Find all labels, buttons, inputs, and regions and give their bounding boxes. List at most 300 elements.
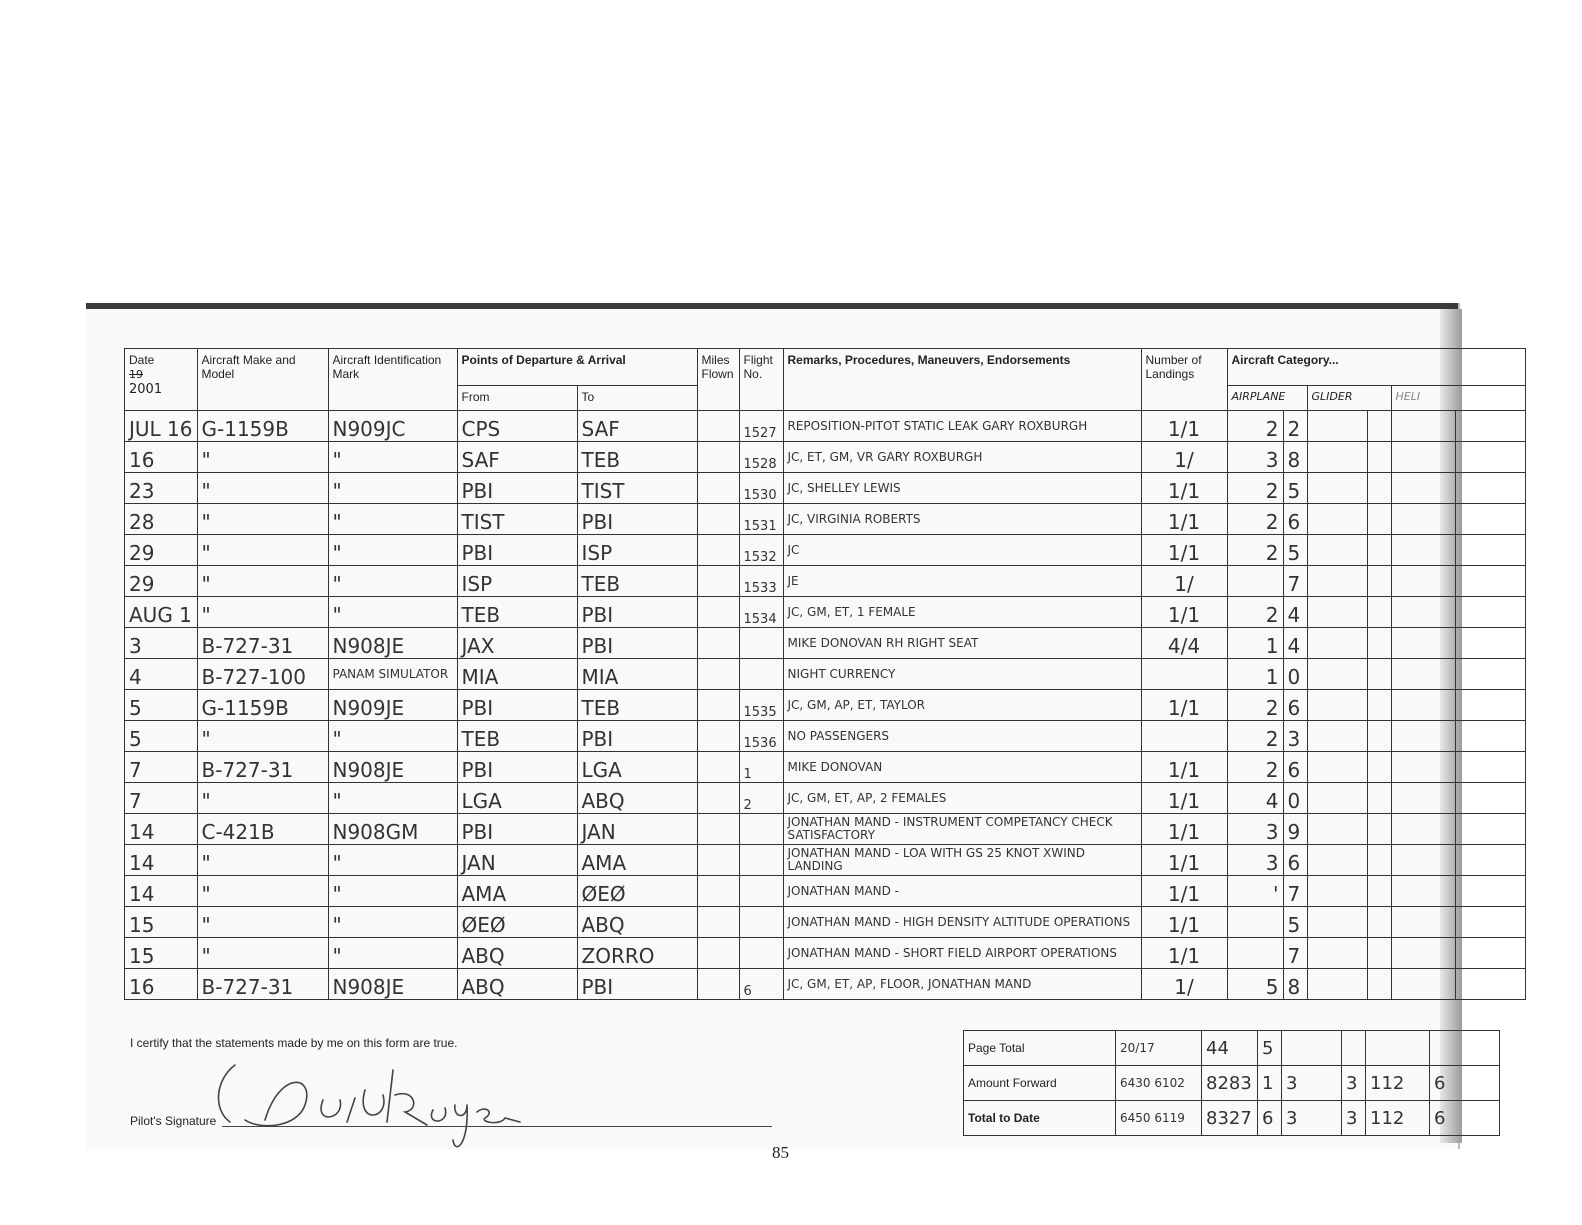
cell-date: 14 [125, 814, 198, 845]
cell-category-empty [1367, 442, 1391, 473]
log-row [125, 969, 1526, 1000]
cell-tenths: 5 [1283, 907, 1307, 938]
totals-landings: 6450 6119 [1116, 1101, 1202, 1136]
cell-ident: " [328, 938, 457, 969]
cell-miles [697, 690, 739, 721]
cell-category-empty [1367, 566, 1391, 597]
cell-category-empty [1391, 876, 1455, 907]
cell-landings: 4/4 [1141, 628, 1227, 659]
totals-c1a [1282, 1031, 1342, 1066]
cell-category-empty [1367, 876, 1391, 907]
cell-category-empty [1307, 969, 1367, 1000]
cell-category-empty [1307, 721, 1367, 752]
cell-from: SAF [457, 442, 577, 473]
date-header-label: Date [129, 353, 155, 367]
cell-landings: 1/ [1141, 969, 1227, 1000]
cell-flight: 1535 [739, 690, 783, 721]
cell-category-empty [1307, 690, 1367, 721]
cell-to: SAF [577, 411, 697, 442]
cell-to: ABQ [577, 783, 697, 814]
cell-ident: " [328, 876, 457, 907]
cell-category-empty [1307, 876, 1367, 907]
cell-flight: 1530 [739, 473, 783, 504]
cell-tenths: 2 [1283, 411, 1307, 442]
cell-hrs: 2 [1227, 597, 1283, 628]
cell-hrs: 2 [1227, 504, 1283, 535]
col-remarks [783, 349, 1141, 411]
cell-hrs: 2 [1227, 473, 1283, 504]
log-row [125, 845, 1526, 876]
cell-flight: 2 [739, 783, 783, 814]
cell-category-empty [1391, 411, 1455, 442]
cell-hrs: 3 [1227, 814, 1283, 845]
cell-category-empty [1455, 535, 1525, 566]
cell-landings: 1/1 [1141, 845, 1227, 876]
col-flight [739, 349, 783, 411]
cell-tenths: 7 [1283, 566, 1307, 597]
cell-ident: " [328, 597, 457, 628]
cell-remarks: NO PASSENGERS [783, 721, 1141, 752]
cell-miles [697, 504, 739, 535]
signature-label: Pilot's Signature [130, 1114, 217, 1128]
cell-category-empty [1455, 628, 1525, 659]
cell-from: TEB [457, 597, 577, 628]
col-from [457, 386, 577, 411]
cell-category-empty [1391, 597, 1455, 628]
cell-ident: " [328, 504, 457, 535]
cell-landings: 1/1 [1141, 783, 1227, 814]
cell-date: 29 [125, 535, 198, 566]
log-row [125, 876, 1526, 907]
cell-category-empty [1307, 659, 1367, 690]
col-points [457, 349, 697, 386]
cell-flight [739, 845, 783, 876]
cell-date: 7 [125, 783, 198, 814]
cell-remarks: JE [783, 566, 1141, 597]
cell-category-empty [1367, 628, 1391, 659]
log-row [125, 938, 1526, 969]
cell-remarks: JC, VIRGINIA ROBERTS [783, 504, 1141, 535]
log-row [125, 566, 1526, 597]
totals-label: Page Total [964, 1031, 1116, 1066]
cell-flight [739, 628, 783, 659]
totals-row-total-to-date [964, 1101, 1500, 1136]
cell-category-empty [1307, 783, 1367, 814]
cell-category-empty [1307, 442, 1367, 473]
cell-landings: 1/1 [1141, 504, 1227, 535]
cell-to: TIST [577, 473, 697, 504]
log-row [125, 783, 1526, 814]
totals-c3: 6 [1430, 1066, 1500, 1101]
cell-to: PBI [577, 597, 697, 628]
cell-remarks: JC, GM, ET, AP, FLOOR, JONATHAN MAND [783, 969, 1141, 1000]
cell-miles [697, 473, 739, 504]
cell-from: MIA [457, 659, 577, 690]
totals-landings: 6430 6102 [1116, 1066, 1202, 1101]
cell-category-empty [1391, 442, 1455, 473]
cell-to: PBI [577, 721, 697, 752]
cell-category-empty [1455, 597, 1525, 628]
cell-hrs: 5 [1227, 969, 1283, 1000]
cell-category-empty [1307, 628, 1367, 659]
cell-category-empty [1391, 783, 1455, 814]
year-old: 19 [129, 368, 143, 381]
cell-date: 14 [125, 845, 198, 876]
cell-miles [697, 845, 739, 876]
totals-c1a: 3 [1282, 1101, 1342, 1136]
cell-from: TIST [457, 504, 577, 535]
cell-miles [697, 566, 739, 597]
cell-category-empty [1455, 814, 1525, 845]
cell-flight: 1536 [739, 721, 783, 752]
log-row [125, 907, 1526, 938]
points-header: Points of Departure & Arrival [461, 353, 626, 367]
make-model-header: Aircraft Make and Model [201, 353, 296, 381]
cell-hrs: ' [1227, 876, 1283, 907]
cell-category-empty [1367, 473, 1391, 504]
cat-airplane-label: AIRPLANE [1231, 390, 1286, 403]
totals-c1b: 3 [1342, 1101, 1366, 1136]
log-row [125, 628, 1526, 659]
log-row [125, 690, 1526, 721]
cell-model: B-727-31 [197, 752, 328, 783]
cell-miles [697, 783, 739, 814]
cell-category-empty [1455, 907, 1525, 938]
cell-tenths: 4 [1283, 628, 1307, 659]
cell-category-empty [1455, 845, 1525, 876]
cell-tenths: 7 [1283, 938, 1307, 969]
col-to [577, 386, 697, 411]
cell-tenths: 5 [1283, 535, 1307, 566]
cell-miles [697, 597, 739, 628]
cell-date: 7 [125, 752, 198, 783]
cell-from: ISP [457, 566, 577, 597]
category-header: Aircraft Category... [1231, 353, 1339, 367]
cell-tenths: 3 [1283, 721, 1307, 752]
cell-model: B-727-31 [197, 628, 328, 659]
cell-miles [697, 628, 739, 659]
cell-landings: 1/1 [1141, 597, 1227, 628]
cat-glider-label: GLIDER [1311, 390, 1353, 403]
cell-landings: 1/1 [1141, 411, 1227, 442]
cell-category-empty [1307, 566, 1367, 597]
cell-miles [697, 442, 739, 473]
cell-remarks: JONATHAN MAND - [783, 876, 1141, 907]
cell-from: PBI [457, 752, 577, 783]
cell-category-empty [1455, 411, 1525, 442]
cell-tenths: 6 [1283, 752, 1307, 783]
cell-from: ABQ [457, 969, 577, 1000]
cell-flight: 1532 [739, 535, 783, 566]
from-header: From [461, 390, 490, 404]
cell-remarks: JONATHAN MAND - INSTRUMENT COMPETANCY CHECK SATISFACTORY [783, 814, 1141, 845]
cell-flight: 1531 [739, 504, 783, 535]
cell-model: " [197, 597, 328, 628]
col-date [125, 349, 198, 411]
cell-category-empty [1307, 907, 1367, 938]
cell-category-empty [1367, 845, 1391, 876]
cell-hrs: 2 [1227, 411, 1283, 442]
cell-from: JAX [457, 628, 577, 659]
cell-category-empty [1307, 814, 1367, 845]
cell-flight: 1528 [739, 442, 783, 473]
col-landings [1141, 349, 1227, 411]
cell-ident: " [328, 845, 457, 876]
cell-flight: 1527 [739, 411, 783, 442]
totals-row-page-total [964, 1031, 1500, 1066]
cell-miles [697, 721, 739, 752]
cell-from: TEB [457, 721, 577, 752]
cell-from: PBI [457, 814, 577, 845]
cell-miles [697, 752, 739, 783]
cell-to: ISP [577, 535, 697, 566]
cell-to: TEB [577, 690, 697, 721]
totals-label: Total to Date [964, 1101, 1116, 1136]
ident-header: Aircraft Identification Mark [332, 353, 442, 381]
cell-tenths: 7 [1283, 876, 1307, 907]
cell-tenths: 9 [1283, 814, 1307, 845]
cell-flight: 1 [739, 752, 783, 783]
cell-category-empty [1307, 938, 1367, 969]
cell-category-empty [1455, 876, 1525, 907]
cell-date: 14 [125, 876, 198, 907]
totals-c3 [1430, 1031, 1500, 1066]
cell-model: " [197, 504, 328, 535]
totals-c1b [1342, 1031, 1366, 1066]
cell-ident: N908JE [328, 628, 457, 659]
year: 2001 [129, 382, 163, 397]
cell-hrs: 2 [1227, 721, 1283, 752]
totals-c1a: 3 [1282, 1066, 1342, 1101]
cell-model: " [197, 721, 328, 752]
cell-category-empty [1391, 752, 1455, 783]
cell-miles [697, 535, 739, 566]
cell-ident: PANAM SIMULATOR [328, 659, 457, 690]
cell-tenths: 0 [1283, 659, 1307, 690]
cell-to: ZORRO [577, 938, 697, 969]
cell-category-empty [1367, 690, 1391, 721]
cell-category-empty [1455, 752, 1525, 783]
cell-remarks: MIKE DONOVAN RH RIGHT SEAT [783, 628, 1141, 659]
cell-remarks: JC, ET, GM, VR GARY ROXBURGH [783, 442, 1141, 473]
cell-to: PBI [577, 628, 697, 659]
cat-heli-label: HELI [1395, 390, 1421, 403]
cell-date: 16 [125, 442, 198, 473]
pilot-signature [205, 1050, 525, 1160]
cell-category-empty [1307, 597, 1367, 628]
cell-category-empty [1391, 814, 1455, 845]
cell-from: ABQ [457, 938, 577, 969]
cell-category-empty [1391, 721, 1455, 752]
cell-category-empty [1455, 721, 1525, 752]
cell-landings [1141, 659, 1227, 690]
cell-landings: 1/1 [1141, 752, 1227, 783]
cell-model: B-727-100 [197, 659, 328, 690]
cat-heli [1391, 386, 1525, 411]
cell-flight [739, 814, 783, 845]
cell-flight: 1533 [739, 566, 783, 597]
cell-date: 5 [125, 690, 198, 721]
cell-model: " [197, 907, 328, 938]
cell-category-empty [1367, 938, 1391, 969]
cell-landings: 1/1 [1141, 690, 1227, 721]
cell-category-empty [1367, 535, 1391, 566]
cell-category-empty [1455, 783, 1525, 814]
cell-landings: 1/ [1141, 566, 1227, 597]
totals-row-amount-forward [964, 1066, 1500, 1101]
cell-hrs [1227, 938, 1283, 969]
cell-tenths: 5 [1283, 473, 1307, 504]
cell-to: TEB [577, 442, 697, 473]
col-miles [697, 349, 739, 411]
cell-flight [739, 876, 783, 907]
cell-date: 15 [125, 938, 198, 969]
cell-to: ØEØ [577, 876, 697, 907]
cell-category-empty [1391, 845, 1455, 876]
cell-category-empty [1307, 473, 1367, 504]
cell-category-empty [1367, 411, 1391, 442]
cell-category-empty [1391, 907, 1455, 938]
cell-category-empty [1391, 938, 1455, 969]
flight-log-table [124, 348, 1526, 1000]
cell-to: AMA [577, 845, 697, 876]
cell-category-empty [1455, 566, 1525, 597]
cell-tenths: 6 [1283, 690, 1307, 721]
flight-no-header: Flight No. [743, 353, 773, 381]
cell-ident: " [328, 473, 457, 504]
cell-category-empty [1367, 969, 1391, 1000]
totals-c2: 112 [1366, 1101, 1430, 1136]
cell-hrs: 1 [1227, 659, 1283, 690]
cell-hrs: 1 [1227, 628, 1283, 659]
cell-date: 16 [125, 969, 198, 1000]
remarks-header: Remarks, Procedures, Maneuvers, Endorsements [787, 353, 1071, 367]
totals-hrs: 44 [1202, 1031, 1258, 1066]
totals-landings: 20/17 [1116, 1031, 1202, 1066]
cell-landings: 1/1 [1141, 938, 1227, 969]
cell-model: " [197, 876, 328, 907]
log-row [125, 659, 1526, 690]
totals-c1b: 3 [1342, 1066, 1366, 1101]
cell-miles [697, 938, 739, 969]
cell-remarks: JONATHAN MAND - LOA WITH GS 25 KNOT XWIND LANDING [783, 845, 1141, 876]
totals-c3: 6 [1430, 1101, 1500, 1136]
cell-category-empty [1455, 504, 1525, 535]
cell-category-empty [1391, 504, 1455, 535]
cell-hrs [1227, 566, 1283, 597]
cell-category-empty [1307, 535, 1367, 566]
cell-model: " [197, 442, 328, 473]
cell-hrs: 3 [1227, 845, 1283, 876]
cell-to: ABQ [577, 907, 697, 938]
cell-remarks: MIKE DONOVAN [783, 752, 1141, 783]
totals-tenths: 5 [1258, 1031, 1282, 1066]
cell-remarks: JC, GM, ET, AP, 2 FEMALES [783, 783, 1141, 814]
cell-ident: N909JC [328, 411, 457, 442]
cell-category-empty [1455, 938, 1525, 969]
cell-landings: 1/1 [1141, 473, 1227, 504]
totals-body [964, 1031, 1500, 1136]
cell-category-empty [1367, 597, 1391, 628]
cell-flight: 6 [739, 969, 783, 1000]
cell-from: ØEØ [457, 907, 577, 938]
cell-model: " [197, 783, 328, 814]
cell-remarks: REPOSITION-PITOT STATIC LEAK GARY ROXBURGH [783, 411, 1141, 442]
cell-from: AMA [457, 876, 577, 907]
cell-flight [739, 938, 783, 969]
to-header: To [581, 390, 595, 404]
col-ident [328, 349, 457, 411]
certify-statement: I certify that the statements made by me on this form are true. [130, 1036, 458, 1050]
cell-from: PBI [457, 535, 577, 566]
col-make-model [197, 349, 328, 411]
cell-remarks: JC, SHELLEY LEWIS [783, 473, 1141, 504]
cell-remarks: NIGHT CURRENCY [783, 659, 1141, 690]
totals-c2 [1366, 1031, 1430, 1066]
cell-category-empty [1367, 659, 1391, 690]
cell-model: B-727-31 [197, 969, 328, 1000]
cell-model: " [197, 566, 328, 597]
cell-tenths: 6 [1283, 845, 1307, 876]
cell-tenths: 0 [1283, 783, 1307, 814]
cell-landings: 1/1 [1141, 535, 1227, 566]
cell-landings: 1/1 [1141, 907, 1227, 938]
cell-category-empty [1307, 752, 1367, 783]
cell-hrs [1227, 907, 1283, 938]
totals-tenths: 6 [1258, 1101, 1282, 1136]
cat-airplane [1227, 386, 1307, 411]
cell-category-empty [1455, 969, 1525, 1000]
cell-remarks: JONATHAN MAND - HIGH DENSITY ALTITUDE OPERATIONS [783, 907, 1141, 938]
cell-miles [697, 411, 739, 442]
cell-date: JUL 16 [125, 411, 198, 442]
totals-table [963, 1030, 1500, 1136]
totals-hrs: 8283 [1202, 1066, 1258, 1101]
cell-to: PBI [577, 969, 697, 1000]
cell-remarks: JC [783, 535, 1141, 566]
cell-category-empty [1307, 411, 1367, 442]
cell-remarks: JONATHAN MAND - SHORT FIELD AIRPORT OPERATIONS [783, 938, 1141, 969]
cell-flight [739, 907, 783, 938]
cat-glider [1307, 386, 1391, 411]
cell-hrs: 3 [1227, 442, 1283, 473]
cell-miles [697, 659, 739, 690]
cell-remarks: JC, GM, AP, ET, TAYLOR [783, 690, 1141, 721]
cell-date: 23 [125, 473, 198, 504]
cell-from: PBI [457, 473, 577, 504]
log-row [125, 535, 1526, 566]
landings-header: Number of Landings [1145, 353, 1202, 381]
totals-tenths: 1 [1258, 1066, 1282, 1101]
cell-category-empty [1307, 845, 1367, 876]
cell-landings: 1/ [1141, 442, 1227, 473]
cell-to: LGA [577, 752, 697, 783]
cell-flight: 1534 [739, 597, 783, 628]
cell-miles [697, 876, 739, 907]
log-row [125, 442, 1526, 473]
cell-category-empty [1391, 473, 1455, 504]
cell-category-empty [1455, 659, 1525, 690]
cell-model: " [197, 473, 328, 504]
cell-date: 5 [125, 721, 198, 752]
log-row [125, 597, 1526, 628]
cell-ident: " [328, 783, 457, 814]
log-body [125, 411, 1526, 1000]
cell-date: 15 [125, 907, 198, 938]
cell-model: G-1159B [197, 411, 328, 442]
cell-date: 29 [125, 566, 198, 597]
cell-category-empty [1367, 814, 1391, 845]
